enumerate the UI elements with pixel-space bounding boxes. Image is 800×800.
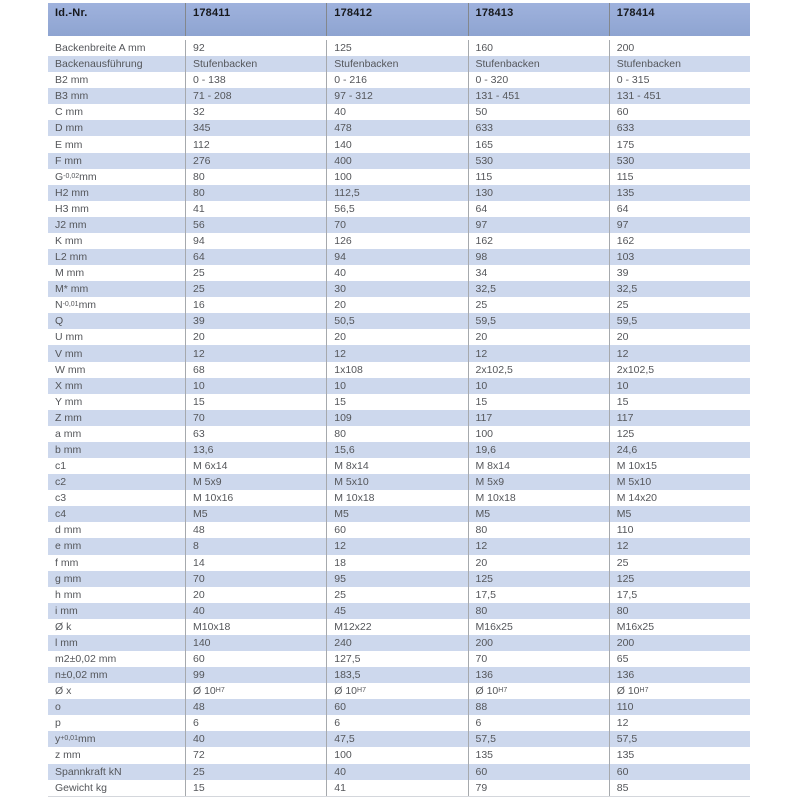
cell: M10x18 [185,619,326,635]
cell: 20 [185,329,326,345]
cell: 10 [185,378,326,394]
cell: Stufenbacken [468,56,609,72]
cell: 15 [326,394,467,410]
cell: 131 - 451 [468,88,609,104]
cell: 65 [609,651,750,667]
table-row [48,426,750,442]
cell: M 8x14 [326,458,467,474]
cell: 68 [185,362,326,378]
cell: 20 [326,329,467,345]
cell: 41 [326,780,467,796]
row-label: c3 [55,492,67,505]
row-label: Backenausführung [55,58,143,71]
cell: 48 [185,699,326,715]
cell: 60 [609,764,750,780]
row-label: G -0,02 mm [55,170,97,183]
cell: 135 [609,747,750,763]
table-row [48,683,750,699]
row-label: H2 mm [55,186,89,199]
table-row [48,185,750,201]
cell: 40 [326,265,467,281]
cell: 34 [468,265,609,281]
row-label: z mm [55,749,81,762]
cell: 183,5 [326,667,467,683]
cell: 70 [185,571,326,587]
cell: 20 [326,297,467,313]
row-label: f mm [55,556,79,569]
cell: 15 [185,394,326,410]
row-label: h mm [55,588,82,601]
cell: 57,5 [609,731,750,747]
cell: 400 [326,153,467,169]
cell: 60 [468,764,609,780]
cell: 345 [185,120,326,136]
table-body [48,40,750,797]
cell: 32,5 [609,281,750,297]
row-label: n±0,02 mm [55,669,108,682]
cell: 70 [468,651,609,667]
table-row [48,603,750,619]
table-row [48,619,750,635]
header-column-178411: 178411 [185,3,326,36]
table-row [48,522,750,538]
cell: M 10x18 [326,490,467,506]
table-row [48,571,750,587]
row-label: W mm [55,363,86,376]
cell: 530 [468,153,609,169]
cell: 10 [468,378,609,394]
cell: M 10x16 [185,490,326,506]
table-row [48,458,750,474]
table-row [48,780,750,796]
cell: 57,5 [468,731,609,747]
cell: 70 [185,410,326,426]
cell: 25 [326,587,467,603]
row-label: o [55,701,61,714]
header-id-nr-label: Id.-Nr. [55,7,88,19]
cell: 19,6 [468,442,609,458]
table-row [48,764,750,780]
cell: 175 [609,136,750,152]
cell: 25 [185,265,326,281]
cell: 6 [468,715,609,731]
cell: 131 - 451 [609,88,750,104]
table-row [48,153,750,169]
cell: 80 [326,426,467,442]
cell: 92 [185,40,326,56]
cell: 12 [609,538,750,554]
cell: 135 [609,185,750,201]
cell: Ø 10 H7 [609,683,750,699]
cell: 41 [185,201,326,217]
cell: M5 [468,506,609,522]
cell: 56 [185,217,326,233]
cell: 117 [468,410,609,426]
cell: 109 [326,410,467,426]
cell: 0 - 216 [326,72,467,88]
cell: 20 [468,555,609,571]
cell: M 10x18 [468,490,609,506]
cell: 98 [468,249,609,265]
cell: 125 [326,40,467,56]
cell: M 5x9 [468,474,609,490]
table-row [48,538,750,554]
cell: 115 [468,169,609,185]
cell: 15,6 [326,442,467,458]
cell: 135 [468,747,609,763]
cell: 47,5 [326,731,467,747]
row-label: B2 mm [55,74,89,87]
row-label: D mm [55,122,83,135]
cell: 32 [185,104,326,120]
cell: 39 [609,265,750,281]
cell: 125 [609,426,750,442]
cell: 25 [185,281,326,297]
cell: 117 [609,410,750,426]
cell: 125 [468,571,609,587]
cell: Stufenbacken [326,56,467,72]
row-label: Ø k [55,620,72,633]
cell: M5 [609,506,750,522]
cell: 40 [326,764,467,780]
row-label: Q [55,315,64,328]
cell: 25 [185,764,326,780]
cell: 20 [609,329,750,345]
cell: 95 [326,571,467,587]
table-row [48,136,750,152]
cell: 64 [468,201,609,217]
cell: 633 [609,120,750,136]
cell: 2x102,5 [468,362,609,378]
cell: M16x25 [609,619,750,635]
row-label: V mm [55,347,83,360]
cell: 80 [609,603,750,619]
cell: 103 [609,249,750,265]
header-column-178412: 178412 [326,3,467,36]
cell: 99 [185,667,326,683]
row-label: g mm [55,572,82,585]
spec-table [48,3,750,797]
cell: 20 [468,329,609,345]
row-label: K mm [55,234,83,247]
table-row [48,490,750,506]
cell: 162 [609,233,750,249]
row-label: E mm [55,138,83,151]
table-row [48,265,750,281]
cell: 127,5 [326,651,467,667]
cell: 115 [609,169,750,185]
row-label: M* mm [55,283,89,296]
cell: 50 [468,104,609,120]
cell: 40 [185,603,326,619]
row-label: l mm [55,636,78,649]
row-label: Gewicht kg [55,781,107,794]
cell: 45 [326,603,467,619]
cell: 478 [326,120,467,136]
cell: 71 - 208 [185,88,326,104]
cell: 110 [609,522,750,538]
cell: 18 [326,555,467,571]
table-row [48,249,750,265]
cell: 10 [326,378,467,394]
cell: 16 [185,297,326,313]
table-row [48,233,750,249]
cell: 6 [185,715,326,731]
cell: Stufenbacken [609,56,750,72]
cell: 100 [326,747,467,763]
cell: 200 [609,635,750,651]
cell: 14 [185,555,326,571]
cell: 0 - 315 [609,72,750,88]
cell: 276 [185,153,326,169]
table-row [48,362,750,378]
cell: 48 [185,522,326,538]
row-label: e mm [55,540,82,553]
cell: 59,5 [609,313,750,329]
cell: 10 [609,378,750,394]
cell: 60 [326,699,467,715]
cell: 97 - 312 [326,88,467,104]
cell: 162 [468,233,609,249]
cell: 50,5 [326,313,467,329]
cell: 12 [326,345,467,361]
table-row [48,410,750,426]
row-label: y +0,01 mm [55,733,96,746]
header-column-178414: 178414 [609,3,750,36]
cell: M 8x14 [468,458,609,474]
row-label: Backenbreite A mm [55,42,146,55]
cell: 140 [326,136,467,152]
table-row [48,506,750,522]
cell: 97 [609,217,750,233]
cell: 60 [326,522,467,538]
row-label: B3 mm [55,90,89,103]
cell: 12 [185,345,326,361]
row-label: m2±0,02 mm [55,653,117,665]
cell: 125 [609,571,750,587]
cell: 94 [185,233,326,249]
cell: 6 [326,715,467,731]
table-row [48,555,750,571]
cell: 0 - 138 [185,72,326,88]
cell: 80 [468,522,609,538]
table-row [48,747,750,763]
cell: 130 [468,185,609,201]
cell: 240 [326,635,467,651]
cell: 13,6 [185,442,326,458]
table-row [48,169,750,185]
cell: 80 [185,185,326,201]
cell: 633 [468,120,609,136]
table-row [48,378,750,394]
cell: M12x22 [326,619,467,635]
cell: 25 [609,297,750,313]
cell: Ø 10 H7 [326,683,467,699]
cell: 30 [326,281,467,297]
cell: M5 [185,506,326,522]
cell: 88 [468,699,609,715]
table-row [48,474,750,490]
cell: 0 - 320 [468,72,609,88]
cell: 200 [609,40,750,56]
cell: 8 [185,538,326,554]
table-row [48,394,750,410]
cell: 40 [326,104,467,120]
cell: 17,5 [468,587,609,603]
cell: 165 [468,136,609,152]
cell: 100 [326,169,467,185]
table-row [48,297,750,313]
cell: 24,6 [609,442,750,458]
cell: 40 [185,731,326,747]
cell: 1x108 [326,362,467,378]
cell: Ø 10 H7 [468,683,609,699]
cell: 12 [609,715,750,731]
cell: 56,5 [326,201,467,217]
table-row [48,587,750,603]
cell: 80 [185,169,326,185]
row-label: L2 mm [55,251,88,264]
table-row [48,56,750,72]
row-label: c4 [55,508,67,521]
cell: 530 [609,153,750,169]
cell: 25 [468,297,609,313]
table-row [48,201,750,217]
cell: 12 [468,538,609,554]
cell: 100 [468,426,609,442]
cell: 97 [468,217,609,233]
cell: 126 [326,233,467,249]
table-row [48,667,750,683]
cell: 12 [468,345,609,361]
cell: 160 [468,40,609,56]
cell: M 5x10 [326,474,467,490]
cell: 39 [185,313,326,329]
cell: M 10x15 [609,458,750,474]
table-row [48,651,750,667]
cell: 2x102,5 [609,362,750,378]
table-row [48,329,750,345]
cell: 140 [185,635,326,651]
row-label: H3 mm [55,202,89,215]
cell: 85 [609,780,750,796]
cell: 63 [185,426,326,442]
cell: M5 [326,506,467,522]
row-label: d mm [55,524,82,537]
table-header-row [48,3,750,36]
cell: 60 [609,104,750,120]
table-row [48,217,750,233]
row-label: M mm [55,267,85,280]
row-label: C mm [55,106,83,119]
cell: 79 [468,780,609,796]
table-row [48,72,750,88]
table-row [48,88,750,104]
cell: 12 [326,538,467,554]
cell: 15 [609,394,750,410]
row-label: i mm [55,604,78,617]
row-label: Ø x [55,685,72,698]
cell: 25 [609,555,750,571]
table-row [48,731,750,747]
table-row [48,281,750,297]
cell: M 5x10 [609,474,750,490]
table-row [48,120,750,136]
table-row [48,40,750,56]
table-row [48,313,750,329]
cell: 17,5 [609,587,750,603]
cell: M 14x20 [609,490,750,506]
cell: 59,5 [468,313,609,329]
table-row [48,442,750,458]
cell: M16x25 [468,619,609,635]
cell: 60 [185,651,326,667]
row-label: Y mm [55,395,83,408]
cell: 94 [326,249,467,265]
cell: 20 [185,587,326,603]
cell: 136 [468,667,609,683]
cell: 15 [468,394,609,410]
table-row [48,635,750,651]
row-label: c2 [55,476,67,489]
row-label: c1 [55,460,67,473]
cell: 112 [185,136,326,152]
table-row [48,699,750,715]
row-label: F mm [55,154,82,167]
cell: M 5x9 [185,474,326,490]
cell: 32,5 [468,281,609,297]
cell: M 6x14 [185,458,326,474]
cell: 12 [609,345,750,361]
row-label: a mm [55,427,82,440]
cell: Stufenbacken [185,56,326,72]
cell: 80 [468,603,609,619]
cell: 64 [609,201,750,217]
cell: 200 [468,635,609,651]
table-row [48,345,750,361]
row-label: Z mm [55,411,82,424]
cell: 72 [185,747,326,763]
row-label: p [55,717,61,730]
cell: Ø 10 H7 [185,683,326,699]
cell: 64 [185,249,326,265]
row-label: J2 mm [55,218,87,231]
row-label: X mm [55,379,83,392]
cell: 15 [185,780,326,796]
cell: 70 [326,217,467,233]
row-label: b mm [55,443,82,456]
row-label: N -0,01 mm [55,299,97,312]
cell: 112,5 [326,185,467,201]
header-column-178413: 178413 [468,3,609,36]
row-label: Spannkraft kN [55,765,122,778]
row-label: U mm [55,331,83,344]
cell: 136 [609,667,750,683]
table-row [48,104,750,120]
table-row [48,715,750,731]
cell: 110 [609,699,750,715]
